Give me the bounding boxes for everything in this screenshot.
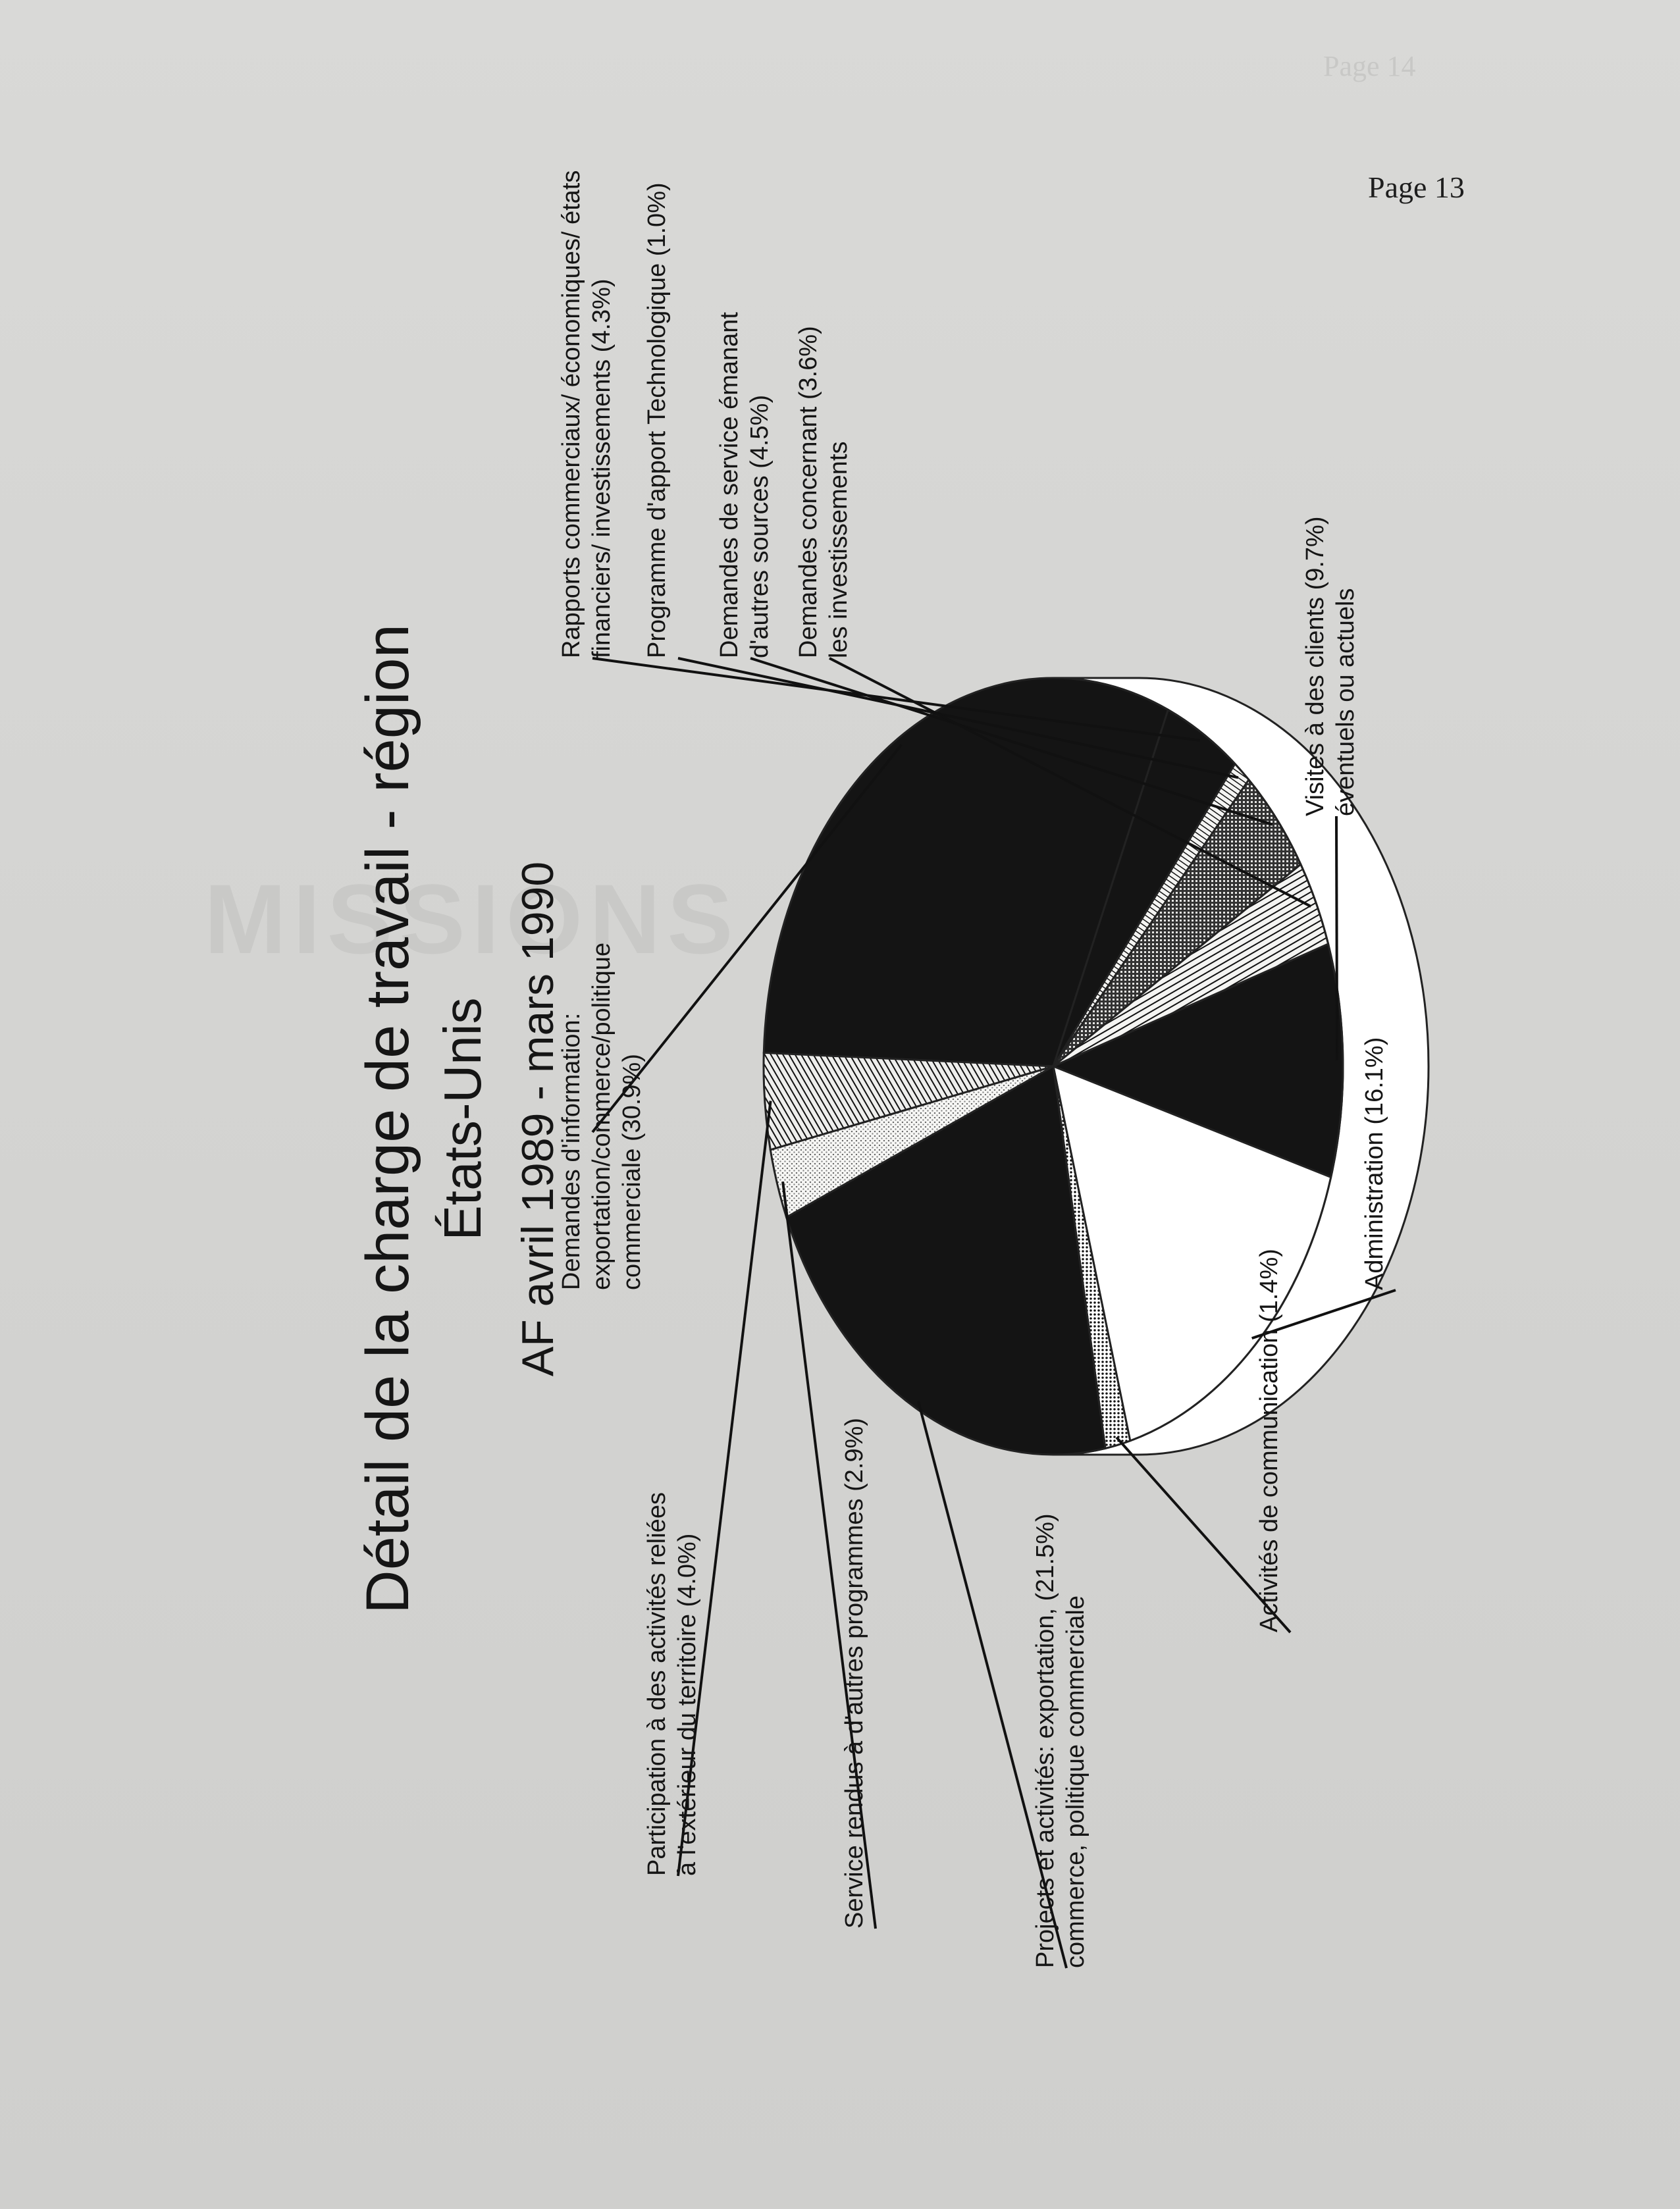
slice-label: Programme d'apport Technologique (1.0%) — [643, 182, 671, 658]
slice-label: Projects et activités: exportation, (21.5%) commerce, politique commerciale — [1032, 1513, 1089, 1968]
leader-line — [1336, 816, 1337, 1060]
slice-label: Participation à des activités reliées à l'extérieur du territoire (4.0%) — [643, 1492, 701, 1876]
slice-label: Demandes concernant (3.6%) les investissements — [795, 326, 853, 658]
chart-subtitle: États-Unis — [433, 997, 492, 1241]
page-number: Page 13 — [1368, 170, 1465, 204]
bleed-through-text: MISSIONS — [204, 864, 740, 974]
slice-label: Demandes de service émanant d'autres sources (4.5%) — [716, 312, 774, 658]
slice-label: Service rendus à d'autres programmes (2.9%) — [841, 1417, 868, 1929]
chart-title: Détail de la charge de travail - région — [354, 624, 421, 1614]
slice-label: Demandes d'information: exportation/commerce/politique commerciale (30.9%) — [558, 942, 646, 1290]
bleed-through-page-number: Page 14 — [1323, 50, 1416, 82]
slice-label: Administration (16.1%) — [1361, 1037, 1388, 1290]
slice-label: Visites à des clients (9.7%) éventuels ou actuels — [1301, 516, 1359, 816]
slice-label: Rapports commerciaux/ économiques/ états financiers/ investissements (4.3%) — [558, 170, 616, 658]
chart-period: AF avril 1989 - mars 1990 — [513, 861, 563, 1377]
slice-label: Activités de communication (1.4%) — [1255, 1249, 1283, 1632]
